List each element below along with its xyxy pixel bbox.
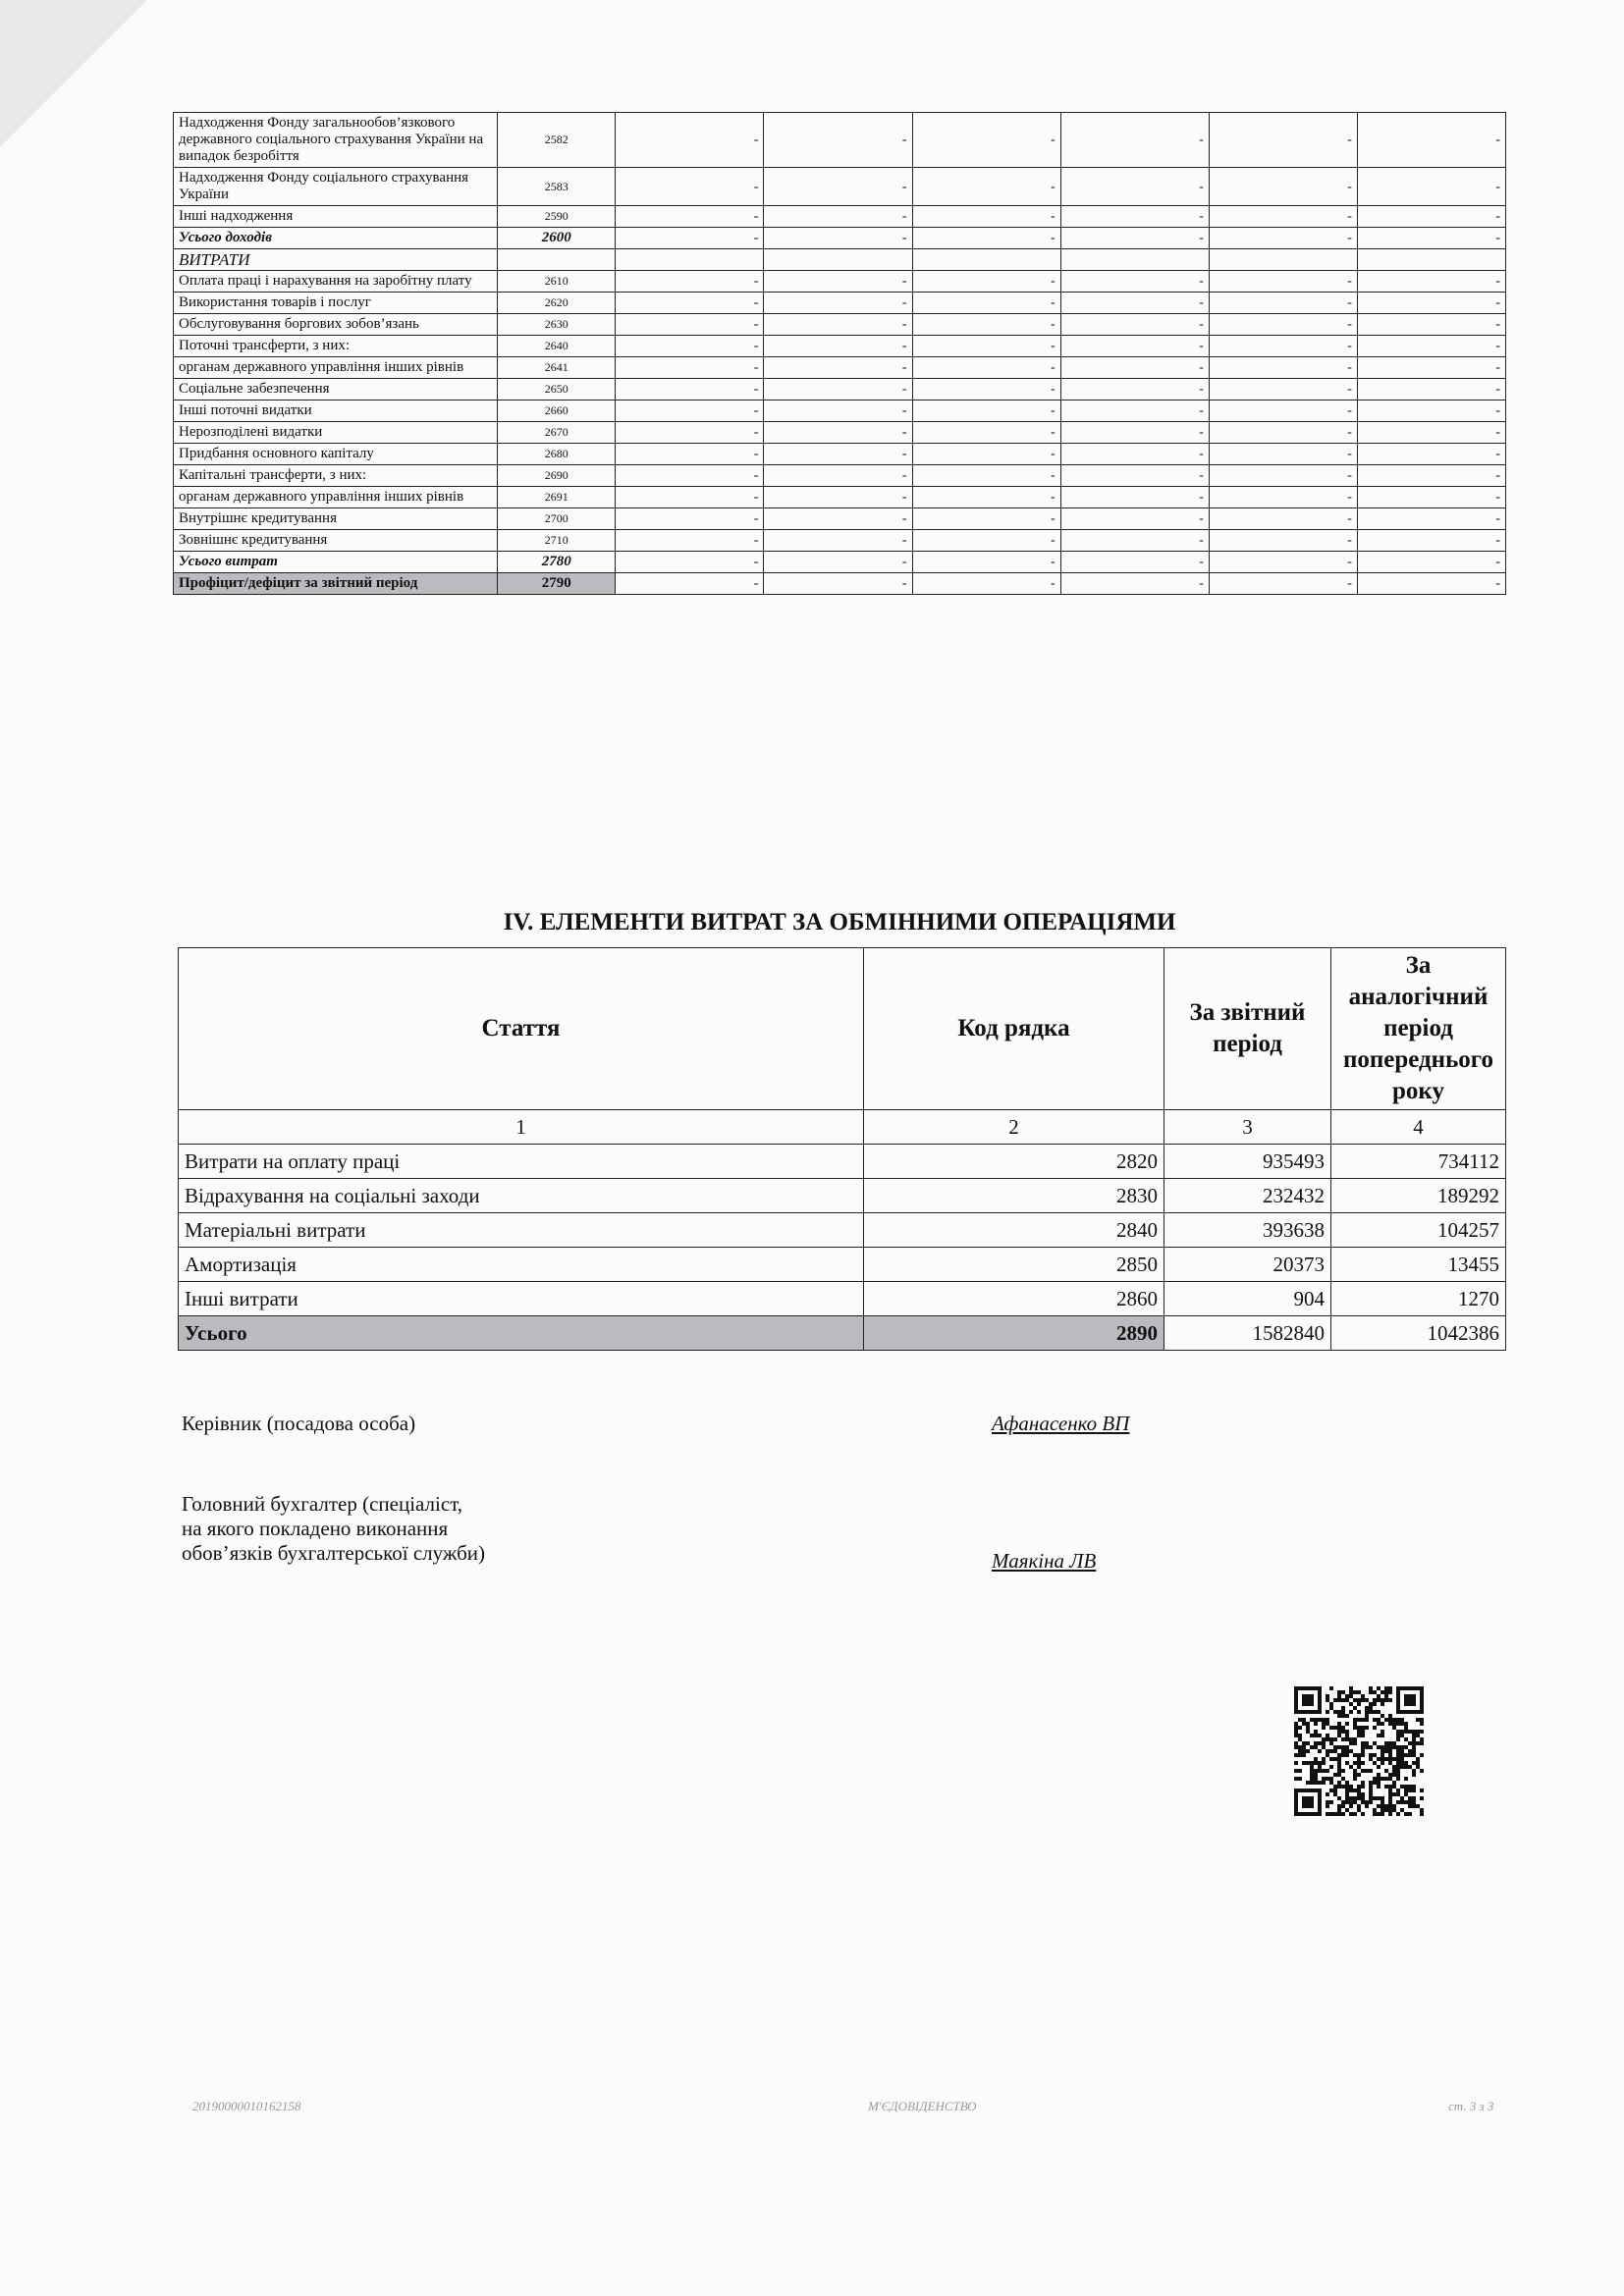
row-name: ВИТРАТИ <box>174 249 498 271</box>
row-value: - <box>616 465 764 487</box>
table-row <box>174 379 1506 400</box>
row-name: Витрати на оплату праці <box>179 1145 864 1179</box>
row-value: - <box>616 508 764 530</box>
row-code: 2610 <box>498 271 616 293</box>
row-value: - <box>1209 487 1357 508</box>
row-code: 2691 <box>498 487 616 508</box>
row-value: - <box>1060 444 1209 465</box>
table-row <box>174 400 1506 422</box>
row-value: - <box>912 168 1060 206</box>
row-previous: 13455 <box>1331 1248 1506 1282</box>
accountant-name: Маякіна ЛВ <box>992 1549 1097 1573</box>
column-number: 1 <box>179 1110 864 1145</box>
row-value: - <box>1060 465 1209 487</box>
row-value: - <box>1060 422 1209 444</box>
row-name: Надходження Фонду соціального страхування України <box>174 168 498 206</box>
row-value: - <box>912 552 1060 573</box>
row-value: - <box>1209 293 1357 314</box>
row-name: Використання товарів і послуг <box>174 293 498 314</box>
row-value: - <box>764 336 912 357</box>
row-value: - <box>1060 271 1209 293</box>
row-value: - <box>616 487 764 508</box>
row-value: - <box>1060 336 1209 357</box>
row-value: - <box>1209 508 1357 530</box>
row-value: - <box>764 271 912 293</box>
row-value: - <box>1060 206 1209 228</box>
table-row <box>174 357 1506 379</box>
row-name: Зовнішнє кредитування <box>174 530 498 552</box>
row-value: - <box>912 465 1060 487</box>
row-value: - <box>1060 379 1209 400</box>
footer-doc-id: 20190000010162158 <box>192 2099 301 2113</box>
row-value: - <box>616 400 764 422</box>
row-code: 2840 <box>864 1213 1164 1248</box>
table-row <box>174 249 1506 271</box>
row-value: - <box>1209 530 1357 552</box>
row-value: - <box>1209 573 1357 595</box>
column-number: 3 <box>1164 1110 1331 1145</box>
row-value: - <box>764 530 912 552</box>
row-name: органам державного управління інших рівнів <box>174 487 498 508</box>
row-value: - <box>912 206 1060 228</box>
row-current: 20373 <box>1164 1248 1331 1282</box>
table-row <box>174 530 1506 552</box>
row-current: 1582840 <box>1164 1316 1331 1351</box>
row-value: - <box>1060 113 1209 168</box>
row-code: 2660 <box>498 400 616 422</box>
header-row <box>179 948 1506 1110</box>
row-value: - <box>1357 379 1505 400</box>
row-value: - <box>912 487 1060 508</box>
row-name: Оплата праці і нарахування на заробітну плату <box>174 271 498 293</box>
row-name: Інші поточні видатки <box>174 400 498 422</box>
table-row <box>174 487 1506 508</box>
row-value: - <box>764 379 912 400</box>
row-code: 2640 <box>498 336 616 357</box>
row-code: 2790 <box>498 573 616 595</box>
row-name: Інші витрати <box>179 1282 864 1316</box>
table-row <box>174 336 1506 357</box>
row-name: Усього витрат <box>174 552 498 573</box>
head-name: Афанасенко ВП <box>992 1412 1130 1435</box>
row-name: Усього доходів <box>174 228 498 249</box>
row-code: 2650 <box>498 379 616 400</box>
row-value: - <box>1357 113 1505 168</box>
row-code: 2830 <box>864 1179 1164 1213</box>
row-value: - <box>1357 508 1505 530</box>
column-number: 2 <box>864 1110 1164 1145</box>
row-name: Капітальні трансферти, з них: <box>174 465 498 487</box>
row-value: - <box>764 444 912 465</box>
row-name: Нерозподілені видатки <box>174 422 498 444</box>
header-article: Стаття <box>179 948 864 1110</box>
table-row <box>174 465 1506 487</box>
column-number: 4 <box>1331 1110 1506 1145</box>
footer-middle: М'ЄДОВІДЕНСТВО <box>868 2099 977 2113</box>
accountant-label-line: обов’язків бухгалтерської служби) <box>182 1541 486 1565</box>
row-value: - <box>1357 465 1505 487</box>
row-current: 393638 <box>1164 1213 1331 1248</box>
row-value: - <box>616 573 764 595</box>
row-code: 2820 <box>864 1145 1164 1179</box>
row-code: 2890 <box>864 1316 1164 1351</box>
row-code: 2582 <box>498 113 616 168</box>
row-value: - <box>912 530 1060 552</box>
row-value: - <box>1357 206 1505 228</box>
row-code: 2850 <box>864 1248 1164 1282</box>
row-value <box>912 249 1060 271</box>
row-value: - <box>764 573 912 595</box>
row-code: 2670 <box>498 422 616 444</box>
table-row <box>179 1145 1506 1179</box>
table-row <box>179 1282 1506 1316</box>
accountant-label-line: Головний бухгалтер (спеціаліст, <box>182 1492 463 1516</box>
row-value: - <box>616 422 764 444</box>
row-previous: 1042386 <box>1331 1316 1506 1351</box>
table-row <box>174 422 1506 444</box>
row-code <box>498 249 616 271</box>
row-value: - <box>764 508 912 530</box>
row-previous: 734112 <box>1331 1145 1506 1179</box>
row-value: - <box>912 314 1060 336</box>
row-value: - <box>616 444 764 465</box>
section-iv-title: IV. ЕЛЕМЕНТИ ВИТРАТ ЗА ОБМІННИМИ ОПЕРАЦІЯМИ <box>503 909 1176 935</box>
header-code: Код рядка <box>864 948 1164 1110</box>
row-value: - <box>1209 271 1357 293</box>
row-value: - <box>616 293 764 314</box>
row-code: 2583 <box>498 168 616 206</box>
row-previous: 104257 <box>1331 1213 1506 1248</box>
row-value: - <box>1357 314 1505 336</box>
row-value: - <box>1357 530 1505 552</box>
row-value: - <box>1357 573 1505 595</box>
row-value: - <box>912 271 1060 293</box>
accountant-label <box>182 1492 485 1566</box>
row-value: - <box>1357 422 1505 444</box>
row-value: - <box>1060 293 1209 314</box>
row-value: - <box>764 168 912 206</box>
row-name: Соціальне забезпечення <box>174 379 498 400</box>
header-current: За звітний період <box>1164 948 1331 1110</box>
row-value: - <box>1060 168 1209 206</box>
footer-page: ст. 3 з 3 <box>1448 2099 1494 2113</box>
row-value: - <box>1209 113 1357 168</box>
row-value: - <box>616 314 764 336</box>
row-code: 2641 <box>498 357 616 379</box>
row-value: - <box>1357 487 1505 508</box>
table-row <box>174 113 1506 168</box>
row-code: 2860 <box>864 1282 1164 1316</box>
row-value: - <box>1060 400 1209 422</box>
row-value: - <box>1209 168 1357 206</box>
row-name: Інші надходження <box>174 206 498 228</box>
row-value: - <box>1060 552 1209 573</box>
row-value: - <box>616 271 764 293</box>
row-name: Відрахування на соціальні заходи <box>179 1179 864 1213</box>
row-value: - <box>616 357 764 379</box>
row-value: - <box>616 379 764 400</box>
row-value: - <box>764 422 912 444</box>
row-value: - <box>764 113 912 168</box>
row-name: Придбання основного капіталу <box>174 444 498 465</box>
table-row <box>174 206 1506 228</box>
row-value: - <box>1209 379 1357 400</box>
row-code: 2700 <box>498 508 616 530</box>
head-label: Керівник (посадова особа) <box>182 1412 416 1435</box>
table-row <box>174 444 1506 465</box>
row-value <box>764 249 912 271</box>
row-value: - <box>1209 465 1357 487</box>
row-value: - <box>912 293 1060 314</box>
qr-code <box>1294 1686 1424 1816</box>
row-value: - <box>1060 508 1209 530</box>
row-value: - <box>764 487 912 508</box>
row-value: - <box>616 336 764 357</box>
row-name: Амортизація <box>179 1248 864 1282</box>
row-code: 2630 <box>498 314 616 336</box>
row-value: - <box>912 336 1060 357</box>
row-value: - <box>912 444 1060 465</box>
row-value: - <box>616 206 764 228</box>
income-expenses-table <box>173 112 1506 595</box>
row-value: - <box>912 379 1060 400</box>
row-value: - <box>1209 400 1357 422</box>
row-code: 2780 <box>498 552 616 573</box>
row-code: 2600 <box>498 228 616 249</box>
table-row <box>174 552 1506 573</box>
row-value: - <box>616 530 764 552</box>
row-value: - <box>912 400 1060 422</box>
row-value: - <box>1357 400 1505 422</box>
row-code: 2680 <box>498 444 616 465</box>
row-value: - <box>764 293 912 314</box>
total-row <box>179 1316 1506 1351</box>
row-value: - <box>1060 573 1209 595</box>
table-row <box>174 508 1506 530</box>
row-value: - <box>1357 444 1505 465</box>
row-value: - <box>1060 487 1209 508</box>
table-row <box>179 1179 1506 1213</box>
row-value: - <box>912 228 1060 249</box>
row-name: Надходження Фонду загальнообов’язкового державного соціального страхування України на випадок безробіття <box>174 113 498 168</box>
row-value: - <box>1357 271 1505 293</box>
table-row <box>179 1248 1506 1282</box>
row-previous: 189292 <box>1331 1179 1506 1213</box>
row-value <box>1209 249 1357 271</box>
row-name: органам державного управління інших рівнів <box>174 357 498 379</box>
row-name: Матеріальні витрати <box>179 1213 864 1248</box>
accountant-label-line: на якого покладено виконання <box>182 1517 449 1540</box>
row-value: - <box>764 357 912 379</box>
row-code: 2590 <box>498 206 616 228</box>
row-current: 904 <box>1164 1282 1331 1316</box>
row-value: - <box>1060 357 1209 379</box>
row-value: - <box>764 465 912 487</box>
row-value: - <box>616 228 764 249</box>
row-name: Обслуговування боргових зобов’язань <box>174 314 498 336</box>
table-row <box>174 271 1506 293</box>
row-value: - <box>1209 357 1357 379</box>
table-row <box>174 168 1506 206</box>
row-current: 232432 <box>1164 1179 1331 1213</box>
row-name: Усього <box>179 1316 864 1351</box>
row-value: - <box>912 508 1060 530</box>
table-row <box>174 573 1506 595</box>
row-value: - <box>912 422 1060 444</box>
row-value: - <box>764 314 912 336</box>
row-name: Внутрішнє кредитування <box>174 508 498 530</box>
header-previous: За аналогічний період попереднього року <box>1331 948 1506 1110</box>
table-row <box>174 228 1506 249</box>
row-value: - <box>1357 552 1505 573</box>
row-previous: 1270 <box>1331 1282 1506 1316</box>
row-value: - <box>764 552 912 573</box>
row-value: - <box>1060 530 1209 552</box>
row-value: - <box>1209 422 1357 444</box>
row-value: - <box>1209 552 1357 573</box>
folded-corner <box>0 0 147 147</box>
row-code: 2690 <box>498 465 616 487</box>
row-value: - <box>1060 314 1209 336</box>
row-value: - <box>1209 444 1357 465</box>
row-value: - <box>1060 228 1209 249</box>
row-value: - <box>912 357 1060 379</box>
row-value: - <box>1209 228 1357 249</box>
row-value: - <box>1357 228 1505 249</box>
row-value: - <box>1357 293 1505 314</box>
table-row <box>174 314 1506 336</box>
row-value: - <box>616 113 764 168</box>
row-value <box>616 249 764 271</box>
row-current: 935493 <box>1164 1145 1331 1179</box>
row-value: - <box>1209 206 1357 228</box>
row-value: - <box>764 206 912 228</box>
row-value: - <box>912 113 1060 168</box>
row-value: - <box>616 552 764 573</box>
row-value: - <box>1357 168 1505 206</box>
expense-elements-table <box>178 947 1506 1351</box>
table-row <box>174 293 1506 314</box>
table-row <box>179 1213 1506 1248</box>
row-value: - <box>764 228 912 249</box>
row-value: - <box>1209 336 1357 357</box>
row-value: - <box>616 168 764 206</box>
row-name: Профіцит/дефіцит за звітний період <box>174 573 498 595</box>
row-value: - <box>764 400 912 422</box>
row-value: - <box>1357 357 1505 379</box>
row-value <box>1357 249 1505 271</box>
row-value: - <box>1357 336 1505 357</box>
row-value: - <box>912 573 1060 595</box>
column-numbers-row <box>179 1110 1506 1145</box>
row-value <box>1060 249 1209 271</box>
row-code: 2620 <box>498 293 616 314</box>
row-name: Поточні трансферти, з них: <box>174 336 498 357</box>
row-code: 2710 <box>498 530 616 552</box>
row-value: - <box>1209 314 1357 336</box>
